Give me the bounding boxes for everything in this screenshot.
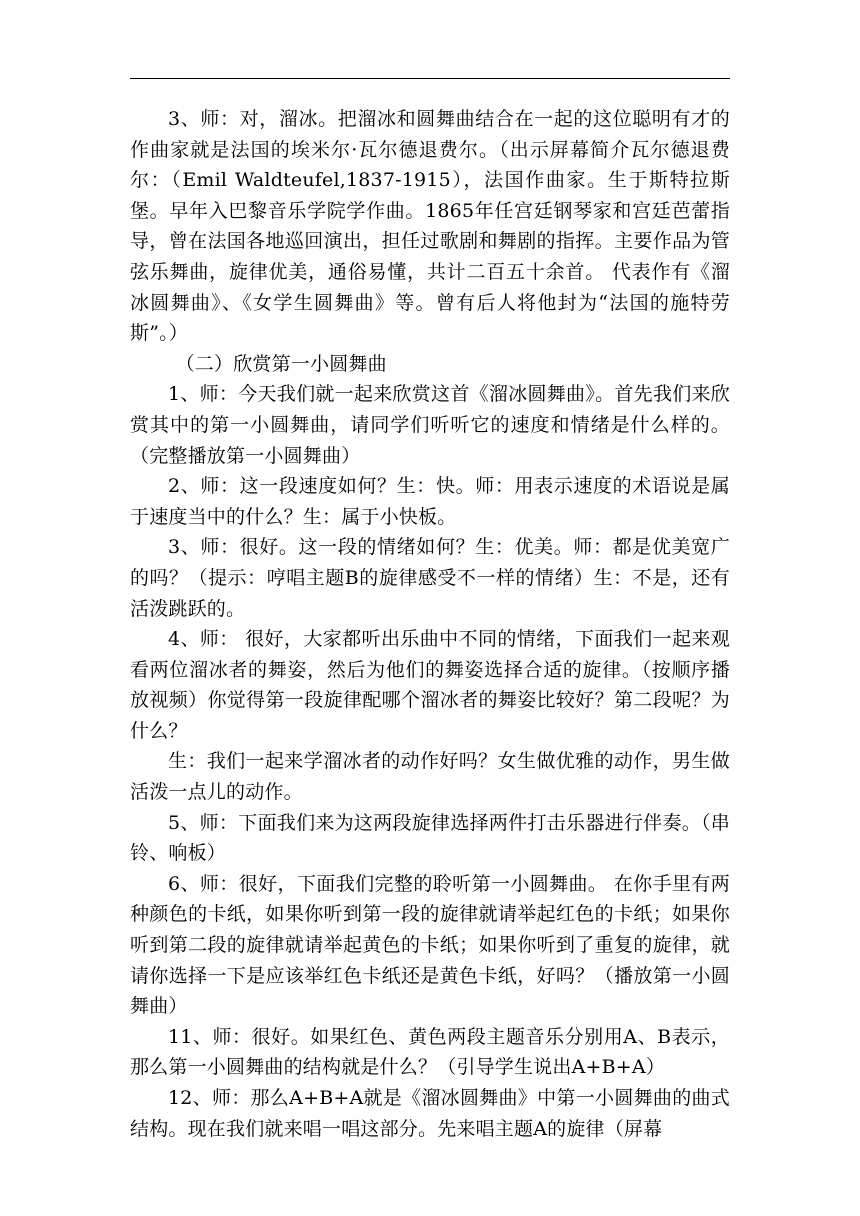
paragraph-student: 生：我们一起来学溜冰者的动作好吗？女生做优雅的动作，男生做活泼一点儿的动作。	[130, 750, 730, 804]
paragraph-step-11: 11、师：很好。如果红色、黄色两段主题音乐分别用A、B表示，那么第一小圆舞曲的结构就是什么？（引导学生说出A+B+A）	[130, 1025, 730, 1079]
header-rule	[130, 78, 730, 79]
paragraph-step-3: 3、师：很好。这一段的情绪如何？生：优美。师：都是优美宽广的吗？（提示：哼唱主题B的旋律感受不一样的情绪）生：不是，还有活泼跳跃的。	[130, 536, 730, 620]
paragraph-step-5: 5、师：下面我们来为这两段旋律选择两件打击乐器进行伴奏。（串铃、响板）	[130, 811, 730, 865]
paragraph-composer-intro: 3、师：对，溜冰。把溜冰和圆舞曲结合在一起的这位聪明有才的作曲家就是法国的埃米尔·瓦尔德退费尔。（出示屏幕简介瓦尔德退费尔：（Emil Waldteufel,1837-1915），法国作曲家。生于斯特拉斯堡。早年入巴黎音乐学院学作曲。1865年任宫廷钢琴家和宫廷芭蕾指导，曾在法国各地巡回演出，担任过歌剧和舞剧的指挥。主要作品为管弦乐舞曲，旋律优美，通俗易懂，共计二百五十余首。 代表作有《溜冰圆舞曲》、《女学生圆舞曲》等。曾有后人将他封为“法国的施特劳斯”。）	[130, 108, 730, 345]
document-body	[130, 104, 730, 1144]
paragraph-step-2: 2、师：这一段速度如何？生：快。师：用表示速度的术语说是属于速度当中的什么？生：属于小快板。	[130, 475, 730, 528]
paragraph-step-6: 6、师：很好，下面我们完整的聆听第一小圆舞曲。 在你手里有两种颜色的卡纸，如果你听到第一段的旋律就请举起红色的卡纸；如果你听到第二段的旋律就请举起黄色的卡纸；如果你听到了重复的旋律，就请你选择一下是应该举红色卡纸还是黄色卡纸，好吗？（播放第一小圆舞曲）	[130, 872, 730, 1018]
section-heading: （二）欣赏第一小圆舞曲	[175, 352, 387, 375]
paragraph-step-1: 1、师：今天我们就一起来欣赏这首《溜冰圆舞曲》。首先我们来欣赏其中的第一小圆舞曲，请同学们听听它的速度和情绪是什么样的。（完整播放第一小圆舞曲）	[130, 383, 730, 467]
paragraph-step-12: 12、师：那么A+B+A就是《溜冰圆舞曲》中第一小圆舞曲的曲式结构。现在我们就来唱一唱这部分。先来唱主题A的旋律（屏幕	[130, 1087, 730, 1140]
paragraph-step-4: 4、师： 很好，大家都听出乐曲中不同的情绪，下面我们一起来观看两位溜冰者的舞姿，然后为他们的舞姿选择合适的旋律。（按顺序播放视频）你觉得第一段旋律配哪个溜冰者的舞姿比较好？第二段呢？为什么？	[130, 628, 730, 742]
